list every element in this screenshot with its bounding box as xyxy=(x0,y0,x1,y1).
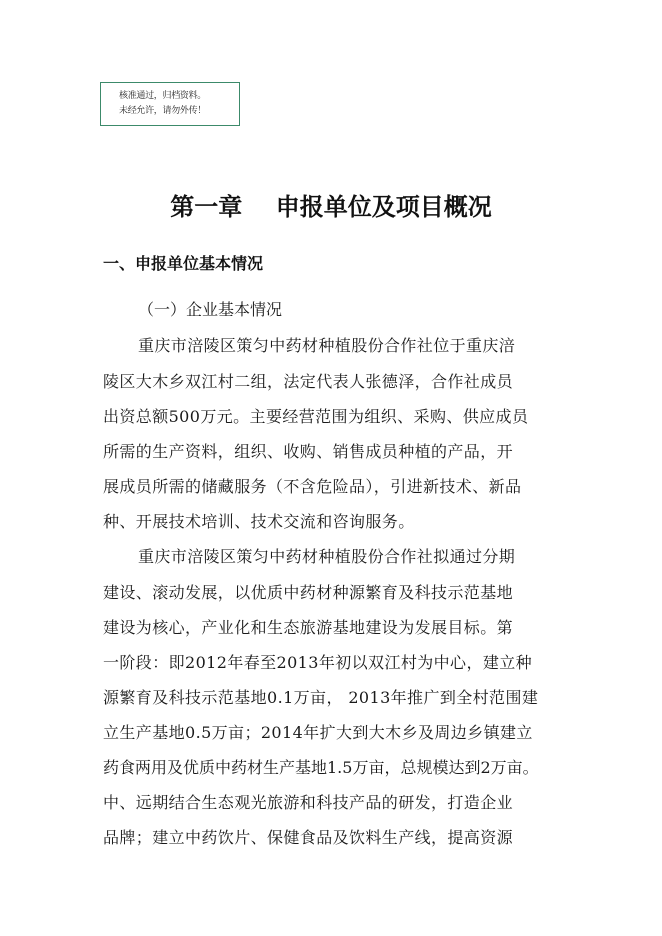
sub-heading: （一）企业基本情况 xyxy=(138,300,283,319)
paragraph-2-line: 中、远期结合生态观光旅游和科技产品的研发，打造企业 xyxy=(103,793,514,812)
stamp-line-confidential: 未经允许，请勿外传！ xyxy=(119,106,207,116)
paragraph-2-line: 重庆市涪陵区策匀中药材种植股份合作社拟通过分期 xyxy=(138,547,516,566)
section-heading: 一、申报单位基本情况 xyxy=(103,254,264,273)
paragraph-2-line: 药食两用及优质中药材生产基地1.5万亩，总规模达到2万亩。 xyxy=(103,758,539,777)
paragraph-1-line: 种、开展技术培训、技术交流和咨询服务。 xyxy=(103,512,415,531)
paragraph-1-line: 所需的生产资料，组织、收购、销售成员种植的产品，开 xyxy=(103,442,514,461)
paragraph-2-line: 建设为核心，产业化和生态旅游基地建设为发展目标。第 xyxy=(103,618,514,637)
paragraph-1-line: 展成员所需的储藏服务（不含危险品），引进新技术、新品 xyxy=(103,477,522,496)
paragraph-2-line: 一阶段：即2012年春至2013年初以双江村为中心，建立种 xyxy=(103,653,533,672)
paragraph-2-line: 源繁育及科技示范基地0.1万亩， 2013年推广到全村范围建 xyxy=(103,688,539,707)
stamp-line-approved: 核准通过，归档资料。 xyxy=(119,91,207,101)
paragraph-2-line: 立生产基地0.5万亩；2014年扩大到大木乡及周边乡镇建立 xyxy=(103,723,533,742)
paragraph-1-line: 陵区大木乡双江村二组，法定代表人张德泽，合作社成员 xyxy=(103,372,514,391)
paragraph-2-line: 建设、滚动发展，以优质中药材种源繁育及科技示范基地 xyxy=(103,583,514,602)
chapter-title: 第一章 申报单位及项目概况 xyxy=(170,193,492,221)
paragraph-2-line: 品牌；建立中药饮片、保健食品及饮料生产线，提高资源 xyxy=(103,828,514,847)
approval-stamp-box xyxy=(100,82,240,126)
paragraph-1-line: 出资总额500万元。主要经营范围为组织、采购、供应成员 xyxy=(103,407,529,426)
paragraph-1-line: 重庆市涪陵区策匀中药材种植股份合作社位于重庆涪 xyxy=(138,336,516,355)
